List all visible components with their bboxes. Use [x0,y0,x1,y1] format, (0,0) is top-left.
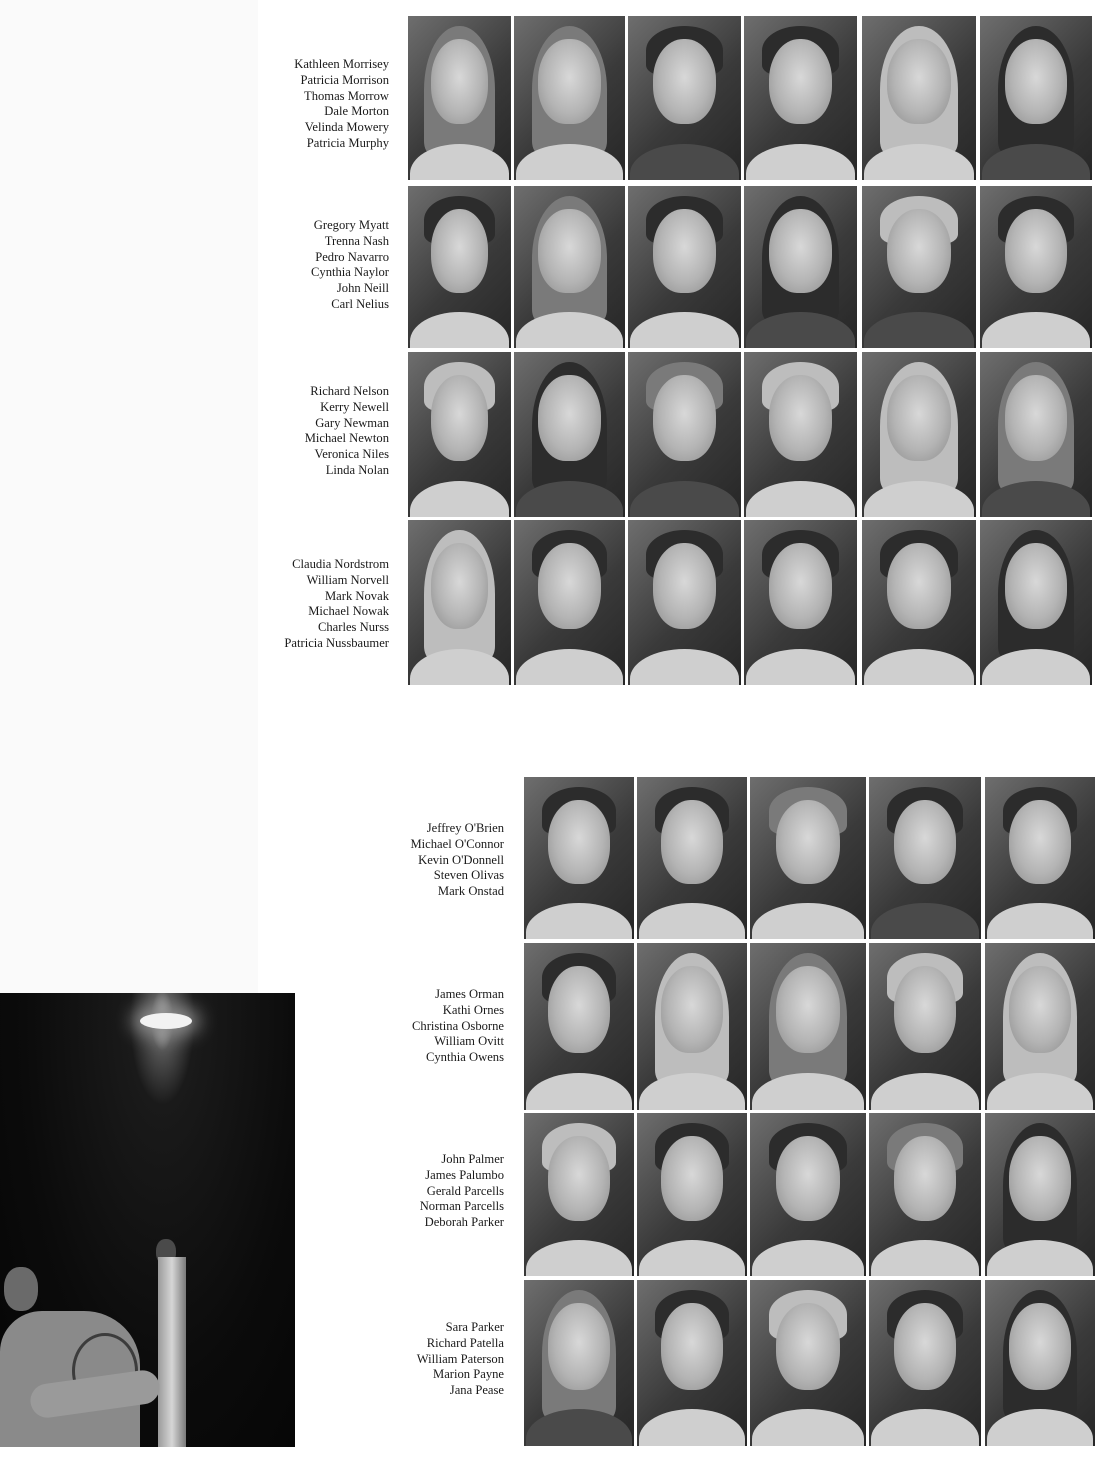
student-name: Mark Onstad [437,884,504,899]
student-portrait [985,777,1095,939]
student-name: Steven Olivas [433,868,504,883]
student-portrait [637,777,747,939]
student-name: Kathi Ornes [442,1002,504,1017]
student-portrait [980,16,1092,180]
student-name: Patricia Nussbaumer [284,635,389,650]
student-name: Cynthia Naylor [311,265,389,280]
student-portrait [980,186,1092,348]
student-name: John Neill [336,281,389,296]
name-list-row-2 [311,218,389,313]
vehicle-post [158,1257,186,1447]
student-name: Christina Osborne [412,1018,504,1033]
student-portrait [869,1280,981,1446]
student-portrait [750,943,866,1110]
student-name: Michael Newton [304,431,389,446]
student-portrait [628,352,741,517]
student-portrait [750,777,866,939]
student-portrait [744,16,857,180]
student-name: Carl Nelius [331,296,389,311]
student-portrait [637,1113,747,1276]
student-portrait [862,186,976,348]
student-portrait [628,520,741,685]
student-name: James Orman [435,987,504,1001]
student-portrait [637,943,747,1110]
student-name: Gerald Parcells [426,1183,504,1198]
student-name: James Palumbo [425,1167,504,1182]
student-name: William Paterson [416,1351,504,1366]
name-list-row-6 [412,987,504,1066]
name-list-row-3 [305,384,389,479]
student-name: Veronica Niles [314,447,389,462]
student-name: Cynthia Owens [425,1050,504,1065]
student-portrait [628,186,741,348]
student-name: Kathleen Morrisey [294,57,389,71]
student-portrait [744,186,857,348]
student-name: Linda Nolan [325,462,389,477]
student-portrait [862,352,976,517]
student-portrait [514,352,625,517]
student-portrait [524,777,634,939]
name-list-row-8 [417,1320,504,1399]
student-name: Dale Morton [324,104,389,119]
student-name: Gregory Myatt [313,218,389,232]
student-portrait [985,943,1095,1110]
student-portrait [980,352,1092,517]
student-name: Richard Nelson [310,384,389,398]
student-name: Kevin O'Donnell [418,852,504,867]
student-name: John Palmer [441,1152,504,1166]
page-margin [0,0,258,993]
name-list-row-1 [294,57,389,152]
student-portrait [862,16,976,180]
student-portrait [514,186,625,348]
student-name: Michael O'Connor [410,836,504,851]
student-portrait [869,777,981,939]
student-portrait [408,520,511,685]
student-name: Mark Novak [324,588,389,603]
student-name: Jana Pease [449,1383,504,1398]
student-portrait [408,16,511,180]
student-portrait [980,520,1092,685]
name-list-row-7 [420,1152,504,1231]
student-portrait [869,943,981,1110]
student-portrait [514,520,625,685]
student-portrait [985,1280,1095,1446]
student-name: Velinda Mowery [304,120,389,135]
student-name: Patricia Murphy [306,135,389,150]
student-name: Kerry Newell [320,399,389,414]
student-name: Richard Patella [426,1335,504,1350]
student-portrait [524,1280,634,1446]
student-name: Jeffrey O'Brien [426,821,504,835]
student-name: Gary Newman [315,415,389,430]
student-portrait [985,1113,1095,1276]
student-portrait [744,352,857,517]
student-portrait [862,520,976,685]
student-portrait [408,352,511,517]
student-name: William Norvell [306,572,389,587]
student-name: Pedro Navarro [315,249,389,264]
name-list-row-5 [410,821,504,900]
student-portrait [408,186,511,348]
student-portrait [750,1113,866,1276]
student-portrait [744,520,857,685]
student-name: Trenna Nash [324,233,389,248]
student-portrait [637,1280,747,1446]
student-portrait [869,1113,981,1276]
name-list-row-4 [284,557,389,652]
student-name: Thomas Morrow [304,88,389,103]
student-name: Charles Nurss [317,620,389,635]
student-name: Marion Payne [433,1367,504,1382]
student-portrait [750,1280,866,1446]
student-portrait [628,16,741,180]
candid-night-photo [0,993,295,1447]
student-name: Norman Parcells [419,1199,504,1214]
student-portrait [524,1113,634,1276]
student-portrait [514,16,625,180]
student-name: Sara Parker [445,1320,504,1334]
overhead-light [140,1013,192,1029]
student-name: Deborah Parker [424,1215,504,1230]
student-portrait [524,943,634,1110]
student-name: Michael Nowak [308,604,389,619]
student-name: William Ovitt [434,1034,504,1049]
driver-head [4,1267,38,1311]
student-name: Claudia Nordstrom [292,557,389,571]
student-name: Patricia Morrison [300,72,389,87]
